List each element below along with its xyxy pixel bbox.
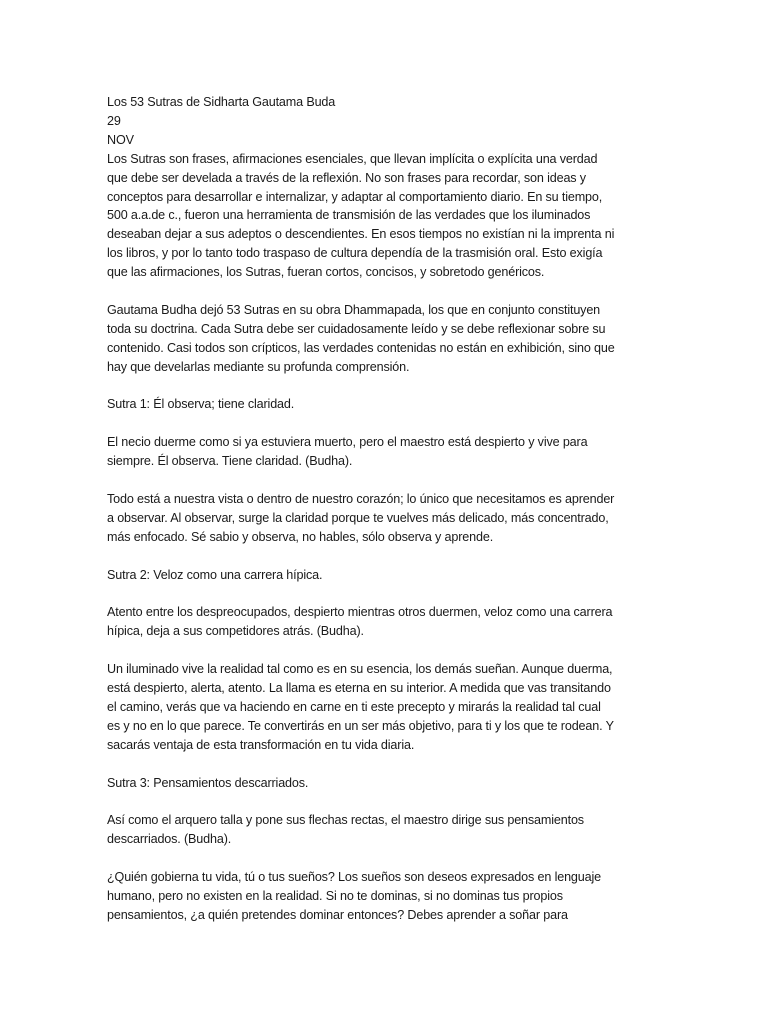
sutra-3-quote: Así como el arquero talla y pone sus flechas rectas, el maestro dirige sus pensamientos descarriados. (Budha). xyxy=(107,813,584,847)
sutra-2-heading: Sutra 2: Veloz como una carrera hípica. xyxy=(107,567,323,582)
sutra-2-commentary: Un iluminado vive la realidad tal como es en su esencia, los demás sueñan. Aunque duerma, está despierto, alerta, atento. La llama es eterna en su interior. A medida que vas transitando el camino, verás que va haciendo en carne en ti este precepto y mirarás la realidad tal cual es y no en lo que parece. Te convertirás en un ser más objetivo, para ti y los que te rodean. Y sacarás ventaja de esta transformación en tu vida diaria. xyxy=(107,662,614,752)
document-page xyxy=(107,93,615,925)
paragraph-intro: Los Sutras son frases, afirmaciones esenciales, que llevan implícita o explícita una verdad que debe ser develada a través de la reflexión. No son frases para recordar, son ideas y conceptos para desarrollar e internalizar, y adaptar al comportamiento diario. En su tiempo, 500 a.a.de c., fueron una herramienta de transmisión de las verdades que los iluminados deseaban dejar a sus adeptos o descendientes. En esos tiempos no existían ni la imprenta ni los libros, y por lo tanto todo traspaso de cultura dependía de la trasmisión oral. Esto exigía que las afirmaciones, los Sutras, fueran cortos, concisos, y sobretodo genéricos. xyxy=(107,151,615,280)
sutra-1-quote: El necio duerme como si ya estuviera muerto, pero el maestro está despierto y vive para siempre. Él observa. Tiene claridad. (Budha). xyxy=(107,435,588,469)
sutra-1-heading: Sutra 1: Él observa; tiene claridad. xyxy=(107,397,295,412)
document-title: Los 53 Sutras de Sidharta Gautama Buda xyxy=(107,95,336,109)
sutra-3-heading: Sutra 3: Pensamientos descarriados. xyxy=(107,775,309,790)
date-month: NOV xyxy=(107,132,134,147)
date-day: 29 xyxy=(107,113,121,128)
paragraph-doctrine: Gautama Budha dejó 53 Sutras en su obra Dhammapada, los que en conjunto constituyen toda su doctrina. Cada Sutra debe ser cuidadosamente leído y se debe reflexionar sobre su contenido. Casi todos son crípticos, las verdades contenidas no están en exhibición, sino que hay que develarlas mediante su profunda comprensión. xyxy=(107,302,615,374)
sutra-3-commentary: ¿Quién gobierna tu vida, tú o tus sueños? Los sueños son deseos expresados en lenguaje humano, pero no existen en la realidad. Si no te dominas, si no dominas tus propios pensamientos, ¿a quién pretendes dominar entonces? Debes aprender a soñar para xyxy=(107,870,601,922)
sutra-1-commentary: Todo está a nuestra vista o dentro de nuestro corazón; lo único que necesitamos es aprender a observar. Al observar, surge la claridad porque te vuelves más delicado, más concentrado, más enfocado. Sé sabio y observa, no hables, sólo observa y aprende. xyxy=(107,491,615,544)
sutra-2-quote: Atento entre los despreocupados, despierto mientras otros duermen, veloz como una carrera hípica, deja a sus competidores atrás. (Budha). xyxy=(107,605,613,639)
